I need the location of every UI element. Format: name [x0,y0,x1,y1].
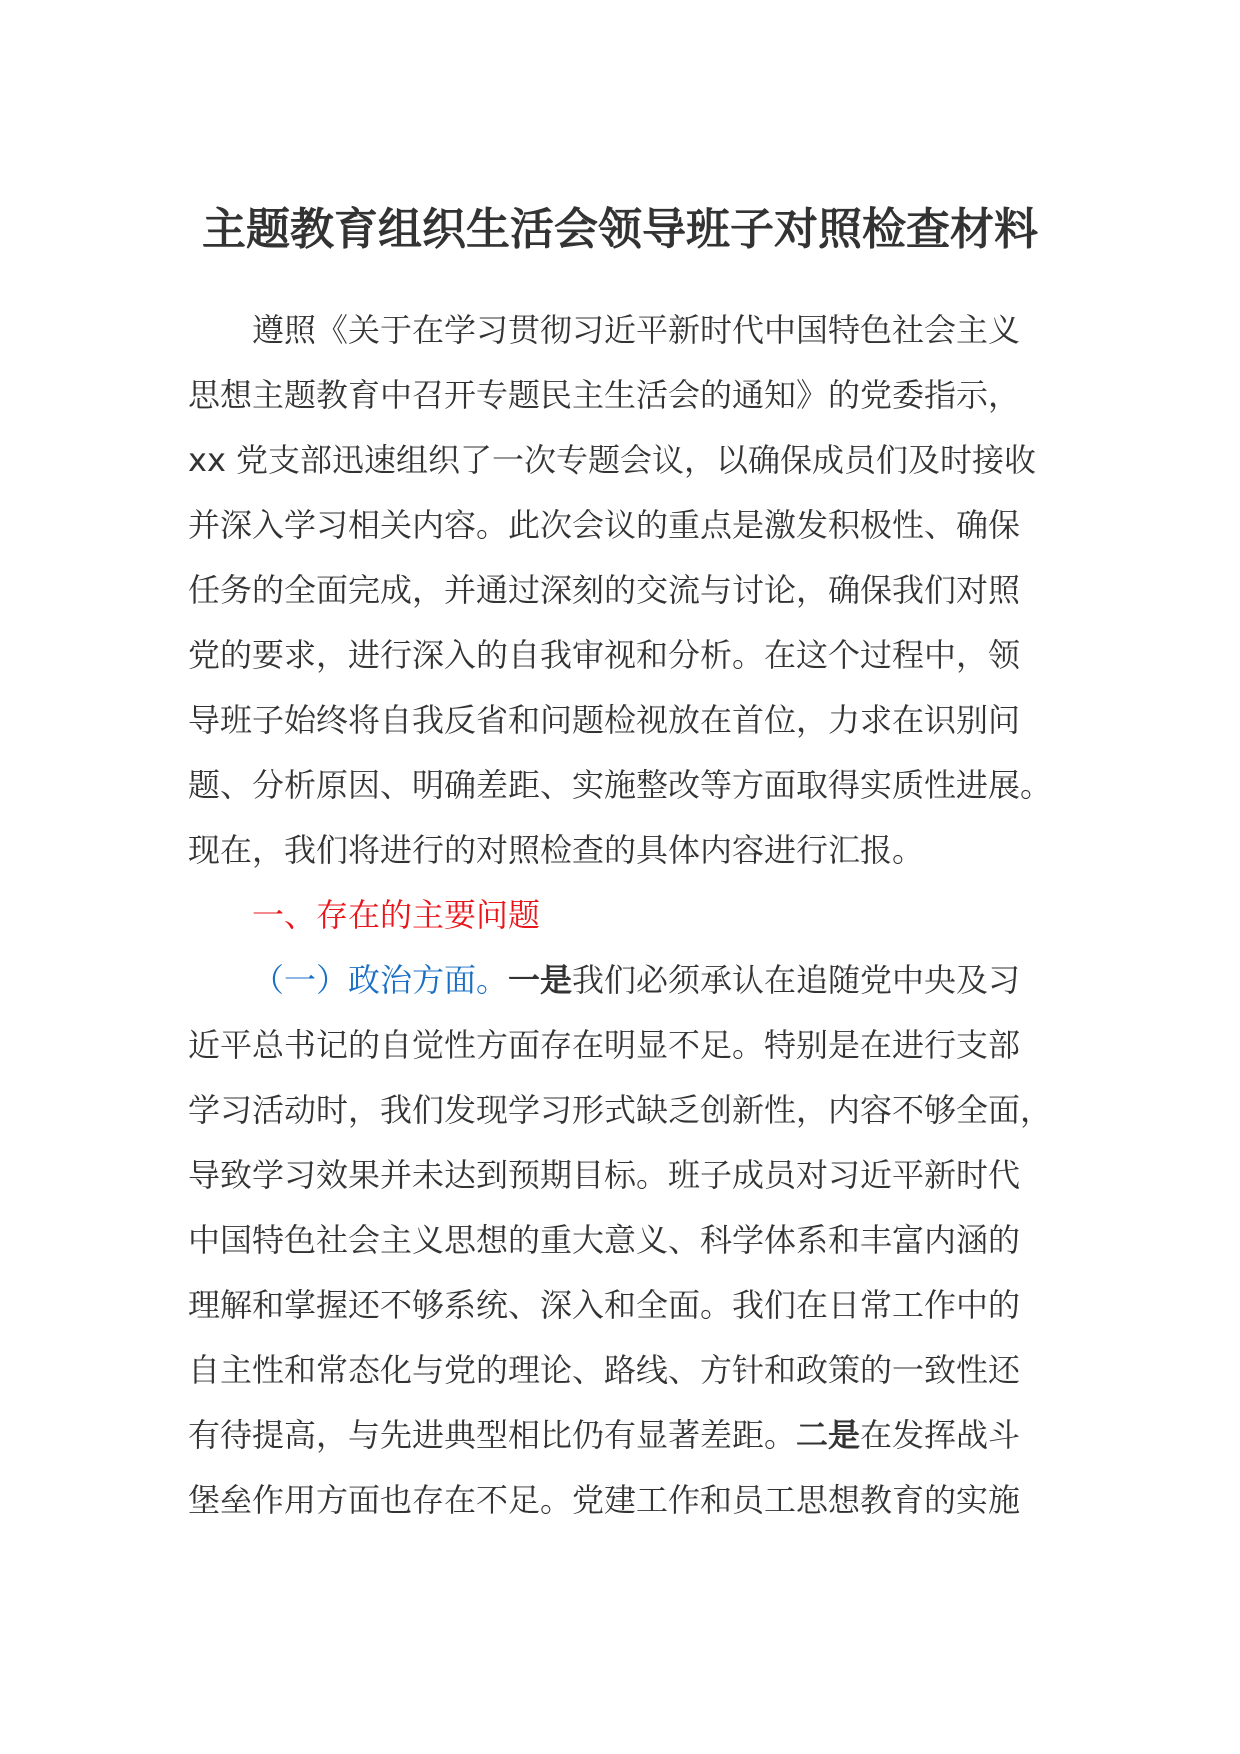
intro-line: xx 党支部迅速组织了一次专题会议，以确保成员们及时接收 [188,441,1037,479]
point-marker: 二是 [796,1416,861,1454]
subsection-label: （一）政治方面。 [252,961,509,999]
paragraph-line: 学习活动时，我们发现学习形式缺乏创新性，内容不够全面， [188,1091,1053,1129]
paragraph-line: 近平总书记的自觉性方面存在明显不足。特别是在进行支部 [188,1026,1021,1064]
intro-line: 任务的全面完成，并通过深刻的交流与讨论，确保我们对照 [188,571,1021,609]
paragraph-line: 堡垒作用方面也存在不足。党建工作和员工思想教育的实施 [188,1481,1021,1519]
paragraph-line: 中国特色社会主义思想的重大意义、科学体系和丰富内涵的 [188,1221,1021,1259]
section-heading: 一、存在的主要问题 [252,896,541,934]
subsection-first-line [188,948,1068,1013]
intro-line: 导班子始终将自我反省和问题检视放在首位，力求在识别问 [188,701,1021,739]
document-title: 主题教育组织生活会领导班子对照检查材料 [202,204,1038,255]
paragraph-line: 自主性和常态化与党的理论、路线、方针和政策的一致性还 [188,1351,1021,1389]
paragraph-text: 我们必须承认在追随党中央及习 [572,961,1021,999]
paragraph-line: 理解和掌握还不够系统、深入和全面。我们在日常工作中的 [188,1286,1021,1324]
intro-line: 遵照《关于在学习贯彻习近平新时代中国特色社会主义 [252,311,1021,349]
intro-line: 党的要求，进行深入的自我审视和分析。在这个过程中，领 [188,636,1021,674]
point-marker: 一是 [508,961,573,999]
paragraph-line: 导致学习效果并未达到预期目标。班子成员对习近平新时代 [188,1156,1021,1194]
paragraph-line [188,1403,1068,1468]
intro-line: 题、分析原因、明确差距、实施整改等方面取得实质性进展。 [188,766,1053,804]
intro-line: 思想主题教育中召开专题民主生活会的通知》的党委指示， [188,376,1021,414]
paragraph-text: 在发挥战斗 [860,1416,1021,1454]
paragraph-text: 有待提高，与先进典型相比仍有显著差距。 [188,1416,797,1454]
intro-line: 并深入学习相关内容。此次会议的重点是激发积极性、确保 [188,506,1021,544]
intro-line: 现在，我们将进行的对照检查的具体内容进行汇报。 [188,831,925,869]
document-body [188,298,1068,1533]
